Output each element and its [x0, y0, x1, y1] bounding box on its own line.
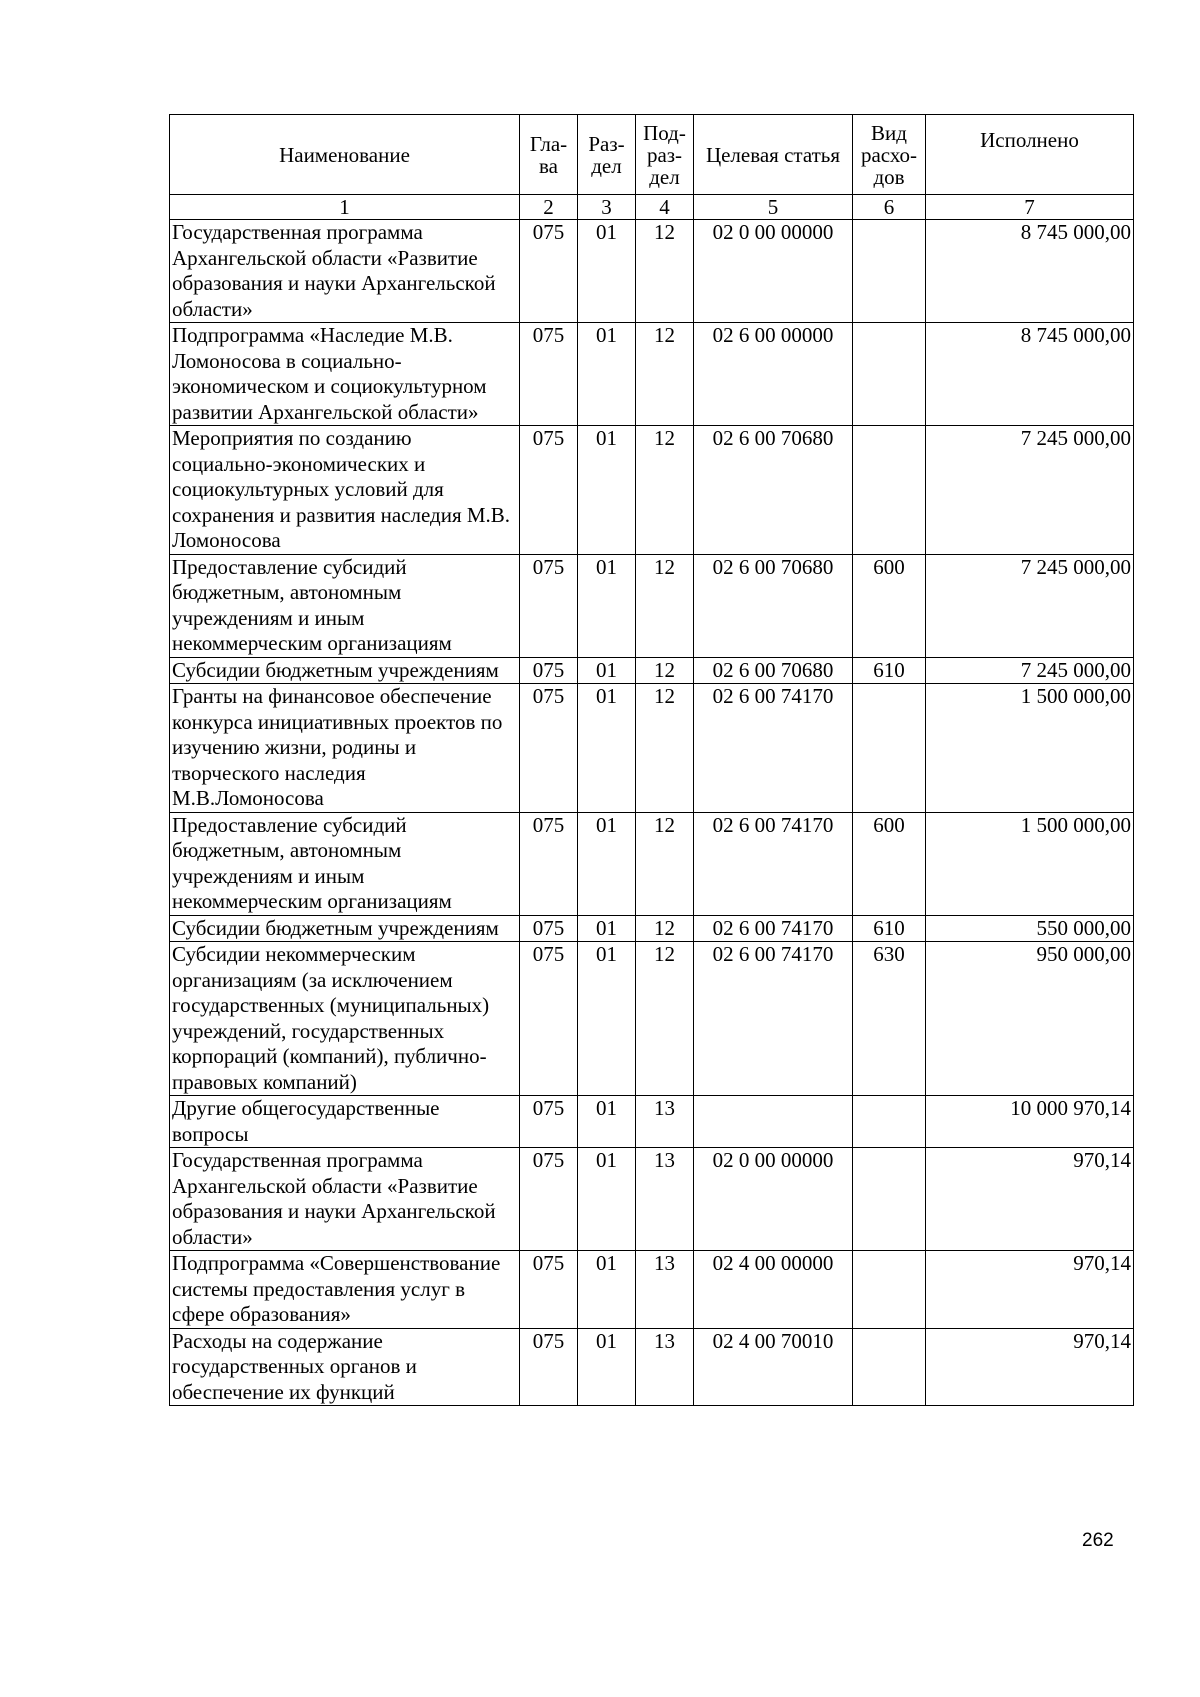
- cell-expense-type: 630: [853, 942, 926, 1096]
- cell-target: 02 6 00 74170: [694, 812, 853, 915]
- column-number: 4: [636, 195, 694, 220]
- column-number: 3: [578, 195, 636, 220]
- column-number: 1: [170, 195, 520, 220]
- table-row: [170, 657, 1134, 684]
- cell-chapter: 075: [520, 915, 578, 942]
- cell-name: Субсидии бюджетным учреждениям: [170, 657, 520, 684]
- cell-expense-type: [853, 1251, 926, 1329]
- cell-executed: 550 000,00: [926, 915, 1134, 942]
- cell-name: Государственная программа Архангельской области «Развитие образования и науки Архангельской области»: [170, 220, 520, 323]
- column-number-row: [170, 195, 1134, 220]
- cell-subsection: 13: [636, 1148, 694, 1251]
- column-number: 2: [520, 195, 578, 220]
- header-expense-type: Вид расхо- дов: [853, 115, 926, 195]
- column-number: 6: [853, 195, 926, 220]
- table-row: [170, 1148, 1134, 1251]
- cell-name: Другие общегосударственные вопросы: [170, 1096, 520, 1148]
- cell-name: Предоставление субсидий бюджетным, автономным учреждениям и иным некоммерческим организациям: [170, 812, 520, 915]
- header-row: [170, 115, 1134, 195]
- cell-section: 01: [578, 915, 636, 942]
- cell-chapter: 075: [520, 426, 578, 555]
- cell-subsection: 12: [636, 684, 694, 813]
- cell-target: 02 0 00 00000: [694, 1148, 853, 1251]
- cell-section: 01: [578, 554, 636, 657]
- cell-name: Субсидии бюджетным учреждениям: [170, 915, 520, 942]
- cell-subsection: 12: [636, 554, 694, 657]
- cell-subsection: 13: [636, 1328, 694, 1406]
- cell-executed: 950 000,00: [926, 942, 1134, 1096]
- cell-subsection: 13: [636, 1096, 694, 1148]
- cell-expense-type: [853, 1328, 926, 1406]
- cell-executed: 10 000 970,14: [926, 1096, 1134, 1148]
- cell-target: [694, 1096, 853, 1148]
- cell-executed: 7 245 000,00: [926, 426, 1134, 555]
- cell-section: 01: [578, 1251, 636, 1329]
- cell-expense-type: [853, 426, 926, 555]
- cell-section: 01: [578, 220, 636, 323]
- cell-subsection: 12: [636, 426, 694, 555]
- cell-chapter: 075: [520, 1251, 578, 1329]
- cell-name: Расходы на содержание государственных органов и обеспечение их функций: [170, 1328, 520, 1406]
- cell-subsection: 12: [636, 915, 694, 942]
- table-row: [170, 684, 1134, 813]
- table-row: [170, 915, 1134, 942]
- table-row: [170, 1096, 1134, 1148]
- cell-executed: 8 745 000,00: [926, 323, 1134, 426]
- cell-expense-type: 610: [853, 657, 926, 684]
- cell-subsection: 12: [636, 942, 694, 1096]
- table-row: [170, 220, 1134, 323]
- cell-section: 01: [578, 812, 636, 915]
- cell-chapter: 075: [520, 1096, 578, 1148]
- cell-chapter: 075: [520, 1328, 578, 1406]
- cell-subsection: 12: [636, 220, 694, 323]
- cell-chapter: 075: [520, 657, 578, 684]
- cell-name: Подпрограмма «Совершенствование системы предоставления услуг в сфере образования»: [170, 1251, 520, 1329]
- cell-name: Гранты на финансовое обеспечение конкурса инициативных проектов по изучению жизни, родины и творческого наследия М.В.Ломоносова: [170, 684, 520, 813]
- cell-target: 02 0 00 00000: [694, 220, 853, 323]
- cell-section: 01: [578, 942, 636, 1096]
- cell-subsection: 12: [636, 812, 694, 915]
- page-number: 262: [1082, 1530, 1114, 1551]
- cell-target: 02 6 00 74170: [694, 684, 853, 813]
- cell-executed: 1 500 000,00: [926, 684, 1134, 813]
- cell-target: 02 6 00 70680: [694, 426, 853, 555]
- cell-subsection: 12: [636, 323, 694, 426]
- column-number: 7: [926, 195, 1134, 220]
- cell-target: 02 6 00 70680: [694, 657, 853, 684]
- cell-expense-type: [853, 684, 926, 813]
- cell-executed: 8 745 000,00: [926, 220, 1134, 323]
- cell-expense-type: [853, 323, 926, 426]
- header-chapter: Гла- ва: [520, 115, 578, 195]
- table-body: [170, 220, 1134, 1406]
- cell-chapter: 075: [520, 323, 578, 426]
- cell-chapter: 075: [520, 1148, 578, 1251]
- table-row: [170, 942, 1134, 1096]
- table-row: [170, 1328, 1134, 1406]
- cell-subsection: 13: [636, 1251, 694, 1329]
- cell-section: 01: [578, 657, 636, 684]
- header-executed: Исполнено: [926, 115, 1134, 195]
- cell-chapter: 075: [520, 220, 578, 323]
- header-subsection: Под- раз- дел: [636, 115, 694, 195]
- header-target: Целевая статья: [694, 115, 853, 195]
- table-row: [170, 1251, 1134, 1329]
- cell-chapter: 075: [520, 554, 578, 657]
- cell-section: 01: [578, 1148, 636, 1251]
- table-row: [170, 323, 1134, 426]
- cell-target: 02 6 00 74170: [694, 915, 853, 942]
- cell-executed: 970,14: [926, 1328, 1134, 1406]
- cell-section: 01: [578, 1328, 636, 1406]
- column-number: 5: [694, 195, 853, 220]
- cell-expense-type: 600: [853, 812, 926, 915]
- cell-name: Государственная программа Архангельской области «Развитие образования и науки Архангельской области»: [170, 1148, 520, 1251]
- header-section: Раз- дел: [578, 115, 636, 195]
- budget-table: [169, 114, 1134, 1406]
- cell-section: 01: [578, 684, 636, 813]
- cell-chapter: 075: [520, 684, 578, 813]
- cell-target: 02 6 00 74170: [694, 942, 853, 1096]
- cell-target: 02 6 00 00000: [694, 323, 853, 426]
- cell-executed: 7 245 000,00: [926, 554, 1134, 657]
- table-row: [170, 554, 1134, 657]
- cell-section: 01: [578, 323, 636, 426]
- cell-target: 02 4 00 00000: [694, 1251, 853, 1329]
- table-row: [170, 426, 1134, 555]
- cell-executed: 970,14: [926, 1148, 1134, 1251]
- cell-expense-type: [853, 1096, 926, 1148]
- cell-expense-type: [853, 220, 926, 323]
- cell-chapter: 075: [520, 942, 578, 1096]
- table-row: [170, 812, 1134, 915]
- cell-executed: 1 500 000,00: [926, 812, 1134, 915]
- cell-expense-type: 600: [853, 554, 926, 657]
- cell-target: 02 4 00 70010: [694, 1328, 853, 1406]
- cell-expense-type: 610: [853, 915, 926, 942]
- cell-name: Мероприятия по созданию социально-экономических и социокультурных условий для сохранения и развития наследия М.В. Ломоносова: [170, 426, 520, 555]
- cell-name: Субсидии некоммерческим организациям (за исключением государственных (муниципальных) учреждений, государственных корпораций (компаний), публично-правовых компаний): [170, 942, 520, 1096]
- cell-chapter: 075: [520, 812, 578, 915]
- cell-section: 01: [578, 1096, 636, 1148]
- cell-executed: 970,14: [926, 1251, 1134, 1329]
- cell-executed: 7 245 000,00: [926, 657, 1134, 684]
- cell-expense-type: [853, 1148, 926, 1251]
- cell-section: 01: [578, 426, 636, 555]
- cell-subsection: 12: [636, 657, 694, 684]
- cell-name: Подпрограмма «Наследие М.В. Ломоносова в социально-экономическом и социокультурном развитии Архангельской области»: [170, 323, 520, 426]
- cell-name: Предоставление субсидий бюджетным, автономным учреждениям и иным некоммерческим организациям: [170, 554, 520, 657]
- cell-target: 02 6 00 70680: [694, 554, 853, 657]
- header-name: Наименование: [170, 115, 520, 195]
